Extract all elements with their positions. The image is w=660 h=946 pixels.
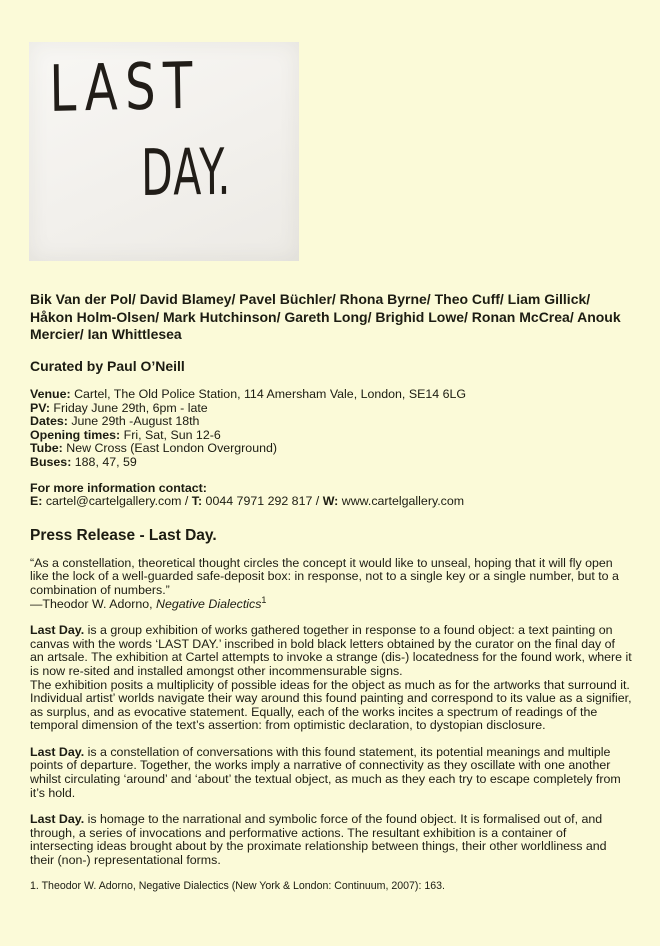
venue-detail-row	[30, 402, 632, 416]
venue-detail-row	[30, 388, 632, 402]
detail-label: Buses:	[30, 454, 72, 469]
paragraph-text: is homage to the narrational and symbolic force of the found object. It is formalised out of, and through, a series of invocations and performative actions. The resultant exhibition is a container of intersecting ideas brought about by the proximate relationship between things, their other worldliness and their (non-) representational forms.	[30, 812, 607, 868]
contact-heading: For more information contact:	[30, 480, 207, 495]
quote-attribution: —Theodor W. Adorno, Negative Dialectics$^1$	[30, 594, 267, 611]
contact-web-label: W:	[322, 494, 339, 509]
detail-label: Tube:	[30, 441, 63, 456]
quote-text: “As a constellation, theoretical thought circles the concept it would like to unseal, hoping that it will fly open like the lock of a well-guarded safe-deposit box: in response, not to a single key or a single number, but to a combination of numbers.”	[30, 555, 619, 597]
paragraph-text: is a group exhibition of works gathered together in response to a found object: a text painting on canvas with the words ‘LAST DAY.’ inscribed in bold black letters obtained by the curator on the final day of an artsale. The exhibition at Cartel attempts to invoke a strange (dis-) locatedness for the found work, where it is now re-sited and installed amongst other incommensurable signs.	[30, 623, 632, 678]
detail-value: Fri, Sat, Sun 12-6	[120, 427, 221, 442]
paragraph-lead: Last Day.	[30, 623, 85, 638]
contact-line	[30, 495, 632, 509]
venue-detail-row	[30, 429, 632, 443]
venue-detail-row	[30, 442, 632, 456]
press-release-paragraph-1	[30, 624, 632, 733]
curator-line: Curated by Paul O’Neill	[30, 357, 185, 374]
paragraph-text: is a constellation of conversations with this found statement, its potential meanings and multiple points of departure. Together, the works imply a narrative of connectivity as they oscillate with one another whilst circulating ‘around’ and ‘about’ the textual object, as much as they each try to escape completely from it’s hold.	[30, 744, 621, 800]
detail-label: Dates:	[30, 414, 68, 429]
detail-value: 188, 47, 59	[71, 454, 137, 469]
last-day-artwork-image	[29, 42, 299, 261]
detail-value: Cartel, The Old Police Station, 114 Amersham Vale, London, SE14 6LG	[70, 387, 466, 401]
paragraph-text: The exhibition posits a multiplicity of possible ideas for the object as much as for the artworks that surround it. Individual artist’ worlds navigate their way around this found painting and correspond to its value as a signifier, as surplus, and as evocative statement. Equally, each of the works incites a spectrum of readings of the temporal dimension of the text’s assertion: from optimistic declaration, to dystopian disclosure.	[30, 677, 632, 733]
paragraph-lead: Last Day.	[30, 744, 85, 759]
contact-email: cartel@cartelgallery.com /	[42, 494, 192, 509]
exhibition-details	[30, 388, 632, 470]
contact-phone-label: T:	[191, 494, 203, 509]
artwork-text-last: LAST	[48, 49, 201, 127]
footnote-ref: 1	[261, 594, 267, 605]
press-release-heading: Press Release - Last Day.	[30, 526, 217, 544]
detail-value: June 29th -August 18th	[67, 414, 200, 429]
detail-label: Venue:	[30, 387, 71, 401]
artwork-text-day: DAY.	[140, 135, 232, 211]
contact-block	[30, 482, 632, 509]
quote-work-title: Negative Dialectics	[156, 596, 262, 611]
detail-label: Opening times:	[30, 427, 121, 442]
venue-detail-row	[30, 456, 632, 470]
detail-value: New Cross (East London Overground)	[62, 441, 277, 456]
contact-website: www.cartelgallery.com	[338, 494, 465, 509]
detail-label: PV:	[30, 400, 50, 415]
contact-phone: 0044 7971 292 817 /	[202, 494, 323, 509]
press-release-paragraph-2	[30, 746, 632, 800]
contact-email-label: E:	[30, 494, 43, 509]
paragraph-lead: Last Day.	[30, 812, 85, 827]
venue-detail-row	[30, 415, 632, 429]
footnote: 1. Theodor W. Adorno, Negative Dialectics (New York & London: Continuum, 2007): 163.	[30, 879, 445, 892]
press-release-paragraph-3	[30, 813, 632, 867]
adorno-quote	[30, 557, 632, 611]
detail-value: Friday June 29th, 6pm - late	[49, 400, 208, 415]
artist-list: Bik Van der Pol/ David Blamey/ Pavel Büchler/ Rhona Byrne/ Theo Cuff/ Liam Gillick/ Håkon Holm-Olsen/ Mark Hutchinson/ Gareth Long/ Brighid Lowe/ Ronan McCrea/ Anouk Mercier/ Ian Whittlesea	[30, 291, 621, 342]
